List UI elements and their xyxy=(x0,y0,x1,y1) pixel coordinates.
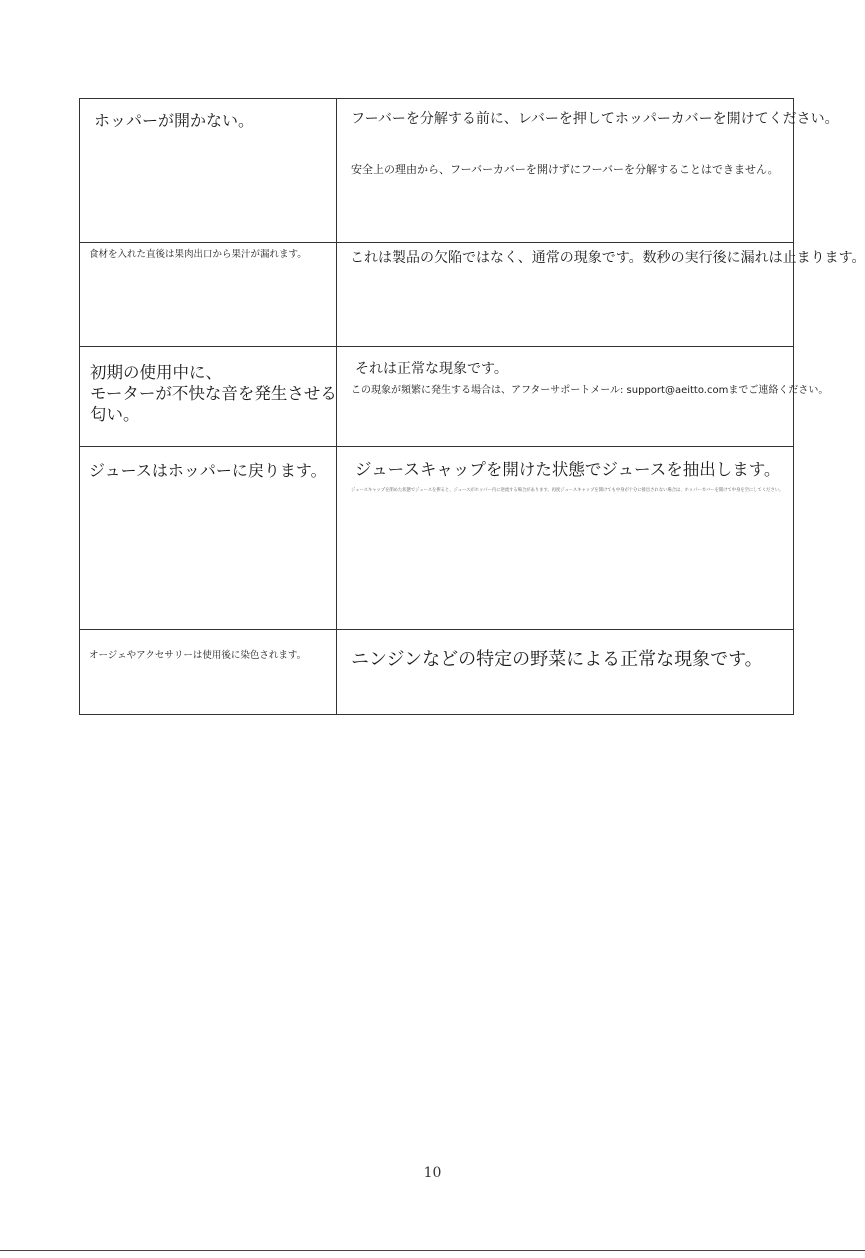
problem-text-hopper: ホッパーが開かない。 xyxy=(94,111,255,130)
problem-text-motor-noise: 初期の使用中に、 モーターが不快な音を発生させる 匂い。 xyxy=(90,363,337,424)
page-number: 10 xyxy=(423,1165,442,1181)
solution-text-juice-backflow: ジュースキャップを開けた状態でジュースを抽出します。 xyxy=(355,460,781,479)
solution-text-hopper: フーバーを分解する前に、レバーを押してホッパーカバーを開けてください。 xyxy=(351,111,839,127)
troubleshooting-table xyxy=(79,98,865,715)
solution-note-support-email: この現象が頻繁に発生する場合は、アフターサポートメール: support@aeitto.comまでご連絡ください。 xyxy=(351,385,829,396)
solution-text-staining: ニンジンなどの特定の野菜による正常な現象です。 xyxy=(351,649,763,670)
solution-text-motor-noise: それは正常な現象です。 xyxy=(355,361,508,377)
problem-text-staining: オージェやアクセサリーは使用後に染色されます。 xyxy=(89,650,307,661)
problem-text-leak: 食材を入れた直後は果肉出口から果汁が漏れます。 xyxy=(89,249,307,260)
row-divider xyxy=(80,242,793,243)
row-divider xyxy=(80,346,793,347)
solution-text-leak: これは製品の欠陥ではなく、通常の現象です。数秒の実行後に漏れは止まります。 xyxy=(350,250,865,266)
solution-note-juice-backflow: ジュースキャップを閉めた状態でジュースを搾ると、ジュースがホッパー内に逆流する場合があります。再度ジュースキャップを開けても中身が十分に排出されない場合は、ホッパーカバーを開けて中身を空にしてください。 xyxy=(351,488,784,493)
problem-text-juice-backflow: ジュースはホッパーに戻ります。 xyxy=(89,461,327,480)
row-divider xyxy=(80,446,793,447)
row-divider xyxy=(80,629,793,630)
bottom-rule xyxy=(0,1250,865,1251)
solution-note-hopper: 安全上の理由から、フーバーカバーを開けずにフーバーを分解することはできません。 xyxy=(351,163,779,176)
